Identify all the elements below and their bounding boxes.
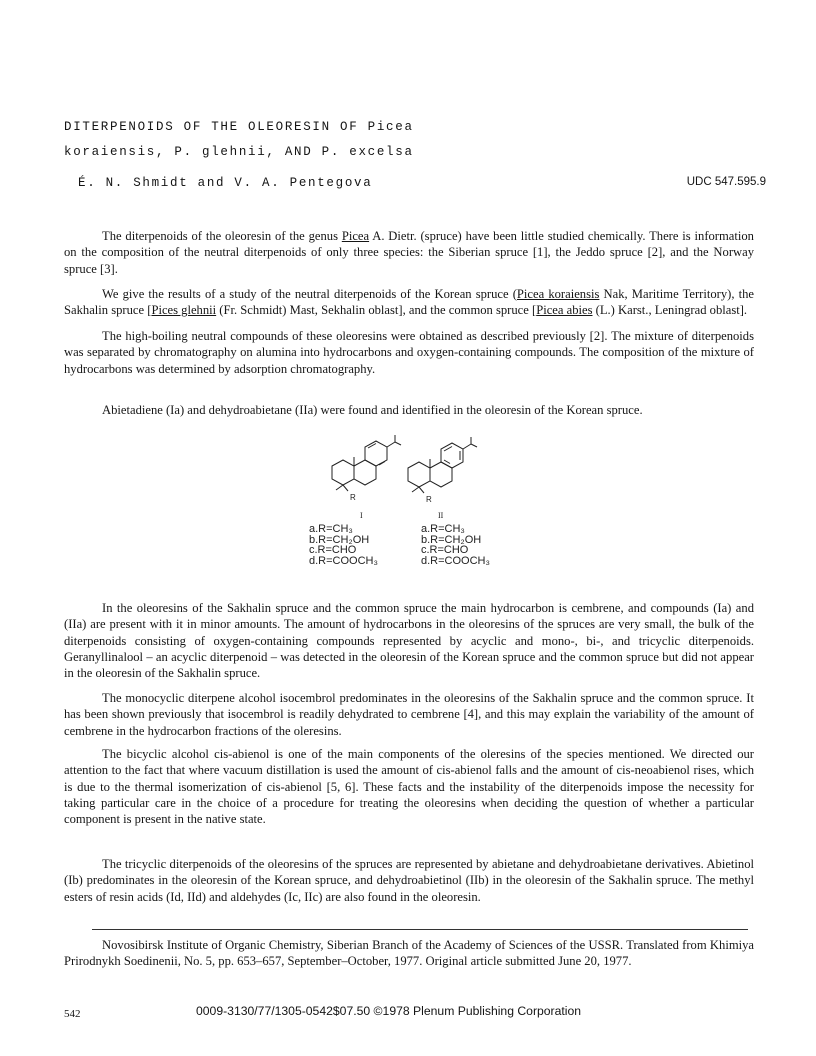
structure-I-label: I [360, 511, 363, 520]
paragraph-korean-spruce: Abietadiene (Ia) and dehydroabietane (IIa) were found and identified in the oleoresin of the Korean spruce. [102, 403, 643, 417]
structure-II-label: II [438, 511, 444, 520]
footnote: Novosibirsk Institute of Organic Chemistry, Siberian Branch of the Academy of Sciences of the USSR. Translated from Khimiya Prirodnykh Soedinenii, No. 5, pp. 653–657, September–October, 1977. Original article submitted June 20, 1977. [64, 938, 754, 969]
species-abies: Picea abies [536, 303, 593, 318]
substituent-IIc: c.R=CHO [421, 544, 469, 556]
paragraph-tricyclic: The tricyclic diterpenoids of the oleoresins of the spruces are represented by abietane and dehydroabietane derivatives. Abietinol (Ib) predominates in the oleoresin of the Korean spruce, and dehydroabietinol (IIb) in the oleoresin of the Sakhalin spruce. The methyl esters of resin acids (Id, IId) and aldehydes (Ic, IIc) are also found in the oleoresin. [64, 857, 754, 904]
article-title-line-1: DITERPENOIDS OF THE OLEORESIN OF Picea [64, 120, 414, 134]
authors: É. N. Shmidt and V. A. Pentegova [78, 176, 373, 190]
structure-I-r-label: R [350, 493, 356, 502]
p1-text-a: The diterpenoids of the oleoresin of the genus [102, 229, 342, 243]
p2-text-a: We give the results of a study of the neutral diterpenoids of the Korean spruce ( [102, 287, 517, 301]
structure-II [408, 437, 477, 493]
substituent-IIa: a.R=CH₃ [421, 523, 465, 535]
substituent-Id: d.R=COOCH₃ [309, 554, 378, 567]
page-number: 542 [64, 1008, 81, 1020]
paragraph-intro [64, 228, 754, 277]
substituent-list-II [421, 524, 490, 566]
publisher-code: 0009-3130/77/1305-0542$07.50 ©1978 Plenum Publishing Corporation [196, 1004, 582, 1018]
substituent-Ib: b.R=CH₂OH [309, 533, 370, 546]
species-glehnii: Pices glehnii [151, 303, 217, 318]
structure-I [332, 435, 401, 491]
paragraph-methods: The high-boiling neutral compounds of these oleoresins were obtained as described previously [2]. The mixture of diterpenoids was separated by chromatography on alumina into hydrocarbons and oxygen-containing compounds. The composition of the mixture of hydrocarbons was determined by adsorption chromatography. [64, 329, 754, 376]
article-title-line-2: koraiensis, P. glehnii, AND P. excelsa [64, 145, 414, 159]
substituent-list-I [309, 524, 378, 566]
substituent-IId: d.R=COOCH₃ [421, 554, 490, 567]
structure-II-r-label: R [426, 495, 432, 504]
substituent-Ic: c.R=CHO [309, 544, 357, 556]
p2-text-d: (L.) Karst., Leningrad oblast]. [592, 303, 748, 318]
substituent-IIb: b.R=CH₂OH [421, 533, 482, 546]
paragraph-cis-abienol: The bicyclic alcohol cis-abienol is one of the main components of the oleresins of the species mentioned. We directed our attention to the fact that where vacuum distillation is used the amount of cis-abienol falls and the amount of cis-neoabienol rises, which is due to the thermal isomerization of cis-abienol [5, 6]. These facts and the instability of the diterpenoids impose the necessity for taking particular care in the choice of a procedure for treating the oleoresins when deciding the question of whether a particular component is present in the native state. [64, 747, 754, 827]
p2-text-b: Nak, Maritime Territory), the Sakhalin spruce [ [64, 287, 755, 318]
p2-text-c: (Fr. Schmidt) Mast, Sekhalin oblast], and the common spruce [ [216, 303, 537, 318]
species-koraiensis: Picea koraiensis [516, 287, 600, 301]
genus-picea: Picea [341, 229, 370, 243]
paragraph-isocembrol: The monocyclic diterpene alcohol isocembrol predominates in the oleoresins of the Sakhalin spruce and the common spruce. It has been shown previously that isocembrol is readily dehydrated to cembrene [4], and this may explain the variability of the amount of cembrene in the hydrocarbon fractions of the oleresins. [64, 691, 754, 738]
substituent-Ia: a.R=CH₃ [309, 523, 353, 535]
udc-code: UDC 547.595.9 [686, 176, 766, 188]
footnote-divider [92, 929, 748, 930]
paragraph-species [64, 286, 754, 319]
p1-text-b: A. Dietr. (spruce) have been little studied chemically. There is information on the composition of the neutral diterpenoids of only three species: the Siberian spruce [1], the Jeddo spruce [2], and the Norway spruce [3]. [64, 229, 754, 276]
paragraph-hydrocarbons: In the oleoresins of the Sakhalin spruce and the common spruce the main hydrocarbon is cembrene, and compounds (Ia) and (IIa) are present with it in minor amounts. The amount of hydrocarbons in the oleoresins of the spruces are very small, the bulk of the diterpenoids consisting of oxygen-containing compounds represented by acyclic and mono-, bi-, and tricyclic diterpenoids. Geranyllinalool – an acyclic diterpenoid – was detected in the oleoresin of the Korean spruce and the common spruce but did not appear in the oleoresin of the Sakhalin spruce. [64, 601, 754, 681]
